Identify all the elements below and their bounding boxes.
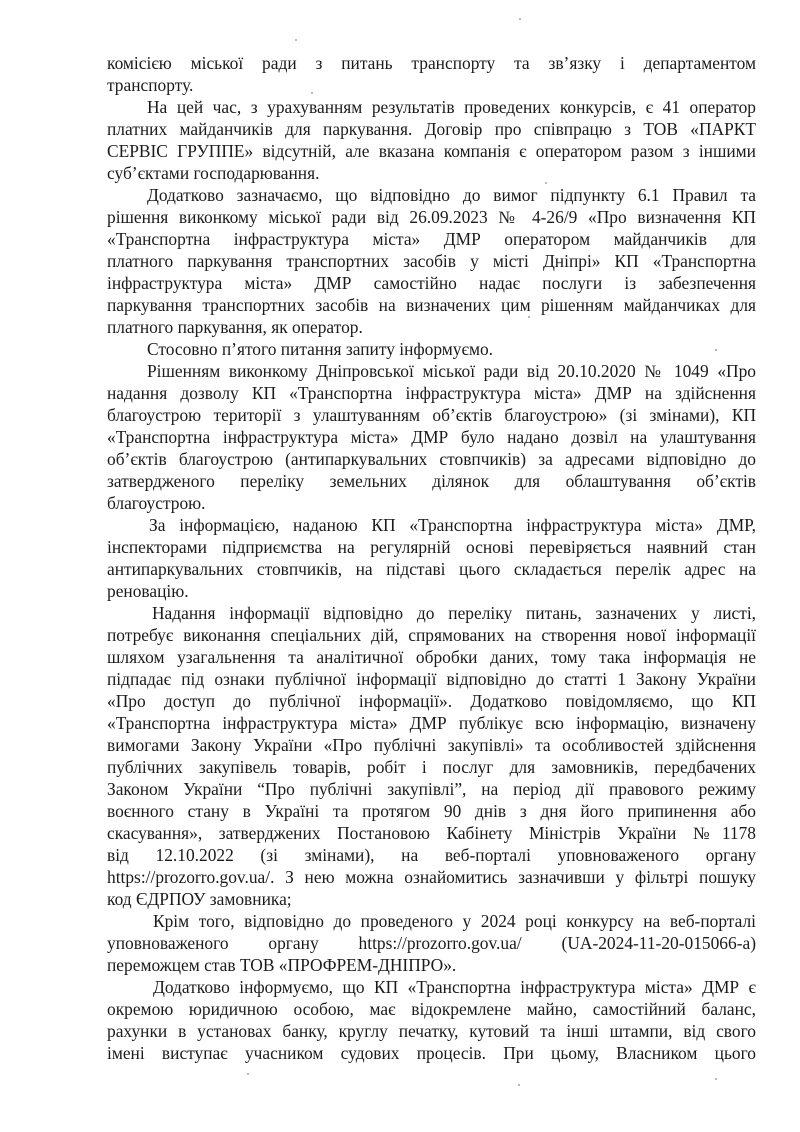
text-line: благоустрою території з улаштуванням об’єктів благоустрою» (зі змінами), КП xyxy=(107,405,756,425)
text-line: вимогами Закону України «Про публічні закупівлі» та особливостей здійснення xyxy=(107,735,756,755)
paragraph-tender xyxy=(107,910,756,976)
text-line: рішення виконкому міської ради від 26.09.2023 № 4-26/9 «Про визначення КП xyxy=(107,207,756,227)
text-line: Законом України “Про публічні закупівлі”, на період дії правового режиму xyxy=(107,779,756,799)
text-line: інфраструктура міста» ДМР самостійно надає послуги із забезпечення xyxy=(107,273,756,293)
text-line: від 12.10.2022 (зі змінами), на веб-порталі уповноваженого органу xyxy=(107,845,756,865)
text-line: платних майданчиків для паркування. Договір про співпрацю з ТОВ «ПАРКТ xyxy=(107,119,756,139)
paragraph-legal-entity xyxy=(107,976,756,1064)
scan-speck xyxy=(715,1078,717,1080)
paragraph-continuation xyxy=(107,52,756,96)
text-line: потребує виконання спеціальних дій, спрямованих на створення нової інформації xyxy=(107,625,756,645)
text-line: Надання інформації відповідно до переліку питань, зазначених у листі, xyxy=(152,603,756,623)
text-line: об’єктів благоустрою (антипаркувальних стовпчиків) за адресами відповідно до xyxy=(107,449,756,469)
text-line: транспорту. xyxy=(107,75,194,95)
text-line: Крім того, відповідно до проведеного у 2024 році конкурсу на веб-порталі xyxy=(153,911,756,931)
scan-speck xyxy=(247,1073,249,1075)
text-line: воєнного стану в Україні та протягом 90 днів з дня його припинення або xyxy=(107,801,756,821)
text-line: благоустрою. xyxy=(107,493,206,513)
text-line: паркування транспортних засобів на визначених цим рішенням майданчиках для xyxy=(107,295,756,315)
text-line: надання дозволу КП «Транспортна інфраструктура міста» ДМР на здійснення xyxy=(107,383,756,403)
text-line: Додатково інформуємо, що КП «Транспортна інфраструктура міста» ДМР є xyxy=(153,977,756,997)
text-line: підпадає під ознаки публічної інформації відповідно до статті 1 Закону України xyxy=(107,669,756,689)
text-line: платного паркування, як оператор. xyxy=(107,317,363,337)
text-line: «Транспортна інфраструктура міста» ДМР оператором майданчиків для xyxy=(107,229,756,249)
text-line: Додатково зазначаємо, що відповідно до вимог підпункту 6.1 Правил та xyxy=(147,185,756,205)
text-line: шляхом узагальнення та аналітичної обробки даних, тому така інформація не xyxy=(107,647,756,667)
paragraph-inspectors xyxy=(107,514,756,602)
paragraph-decision xyxy=(107,360,756,514)
text-line: переможцем став ТОВ «ПРОФРЕМ-ДНІПРО». xyxy=(107,955,457,975)
scan-speck xyxy=(528,316,530,318)
prozorro-link-line: https://prozorro.gov.ua/. З нею можна ознайомитись зазначивши у фільтрі пошуку xyxy=(107,867,756,887)
text-line: код ЄДРПОУ замовника; xyxy=(107,889,292,909)
text-line: окремою юридичною особою, має відокремлене майно, самостійний баланс, xyxy=(107,999,756,1019)
text-line: Рішенням виконкому Дніпровської міської ради від 20.10.2020 № 1049 «Про xyxy=(147,361,756,381)
scan-speck xyxy=(311,92,313,94)
document-body xyxy=(107,52,756,1064)
scan-speck xyxy=(519,18,521,20)
text-line: публічних закупівель товарів, робіт і послуг для замовників, передбачених xyxy=(107,757,756,777)
text-line: На цей час, з урахуванням результатів проведених конкурсів, є 41 оператор xyxy=(147,97,756,117)
text-line: суб’єктами господарювання. xyxy=(107,163,320,183)
text-line: скасування», затверджених Постановою Кабінету Міністрів України №1178 xyxy=(107,823,756,843)
text-line: затвердженого переліку земельних ділянок для облаштування об’єктів xyxy=(107,471,756,491)
text-line: «Про доступ до публічної інформації». Додатково повідомляємо, що КП xyxy=(107,691,756,711)
text-line: імені виступає учасником судових процесів. При цьому, Власником цього xyxy=(107,1043,756,1063)
text-line: «Транспортна інфраструктура міста» ДМР публікує всю інформацію, визначену xyxy=(107,713,756,733)
text-line: За інформацією, наданою КП «Транспортна інфраструктура міста» ДМР, xyxy=(149,515,756,535)
tender-id-line: уповноваженого органу https://prozorro.gov.ua/ (UA-2024-11-20-015066-a) xyxy=(107,933,756,953)
scan-speck xyxy=(545,182,547,184)
scan-speck xyxy=(295,39,297,41)
paragraph-subclause xyxy=(107,184,756,338)
paragraph-fifth-question xyxy=(107,338,756,360)
text-line: Стосовно п’ятого питання запиту інформуємо. xyxy=(147,339,493,359)
text-line: комісією міської ради з питань транспорту та зв’язку і департаментом xyxy=(107,53,756,73)
scan-speck xyxy=(518,1084,520,1086)
text-line: інспекторами підприємства на регулярній основі перевіряється наявний стан xyxy=(107,537,756,557)
scan-speck xyxy=(715,349,717,351)
paragraph-operators xyxy=(107,96,756,184)
text-line: СЕРВІС ГРУППЕ» відсутній, але вказана компанія є оператором разом з іншими xyxy=(107,141,756,161)
text-line: платного паркування транспортних засобів у місті Дніпрі» КП «Транспортна xyxy=(107,251,756,271)
paragraph-public-info xyxy=(107,602,756,910)
text-line: реновацію. xyxy=(107,581,189,601)
text-line: «Транспортна інфраструктура міста» ДМР було надано дозвіл на улаштування xyxy=(107,427,756,447)
text-line: антипаркувальних стовпчиків, на підставі цього складається перелік адрес на xyxy=(107,559,756,579)
text-line: рахунки в установах банку, круглу печатку, кутовий та інші штампи, від свого xyxy=(107,1021,756,1041)
